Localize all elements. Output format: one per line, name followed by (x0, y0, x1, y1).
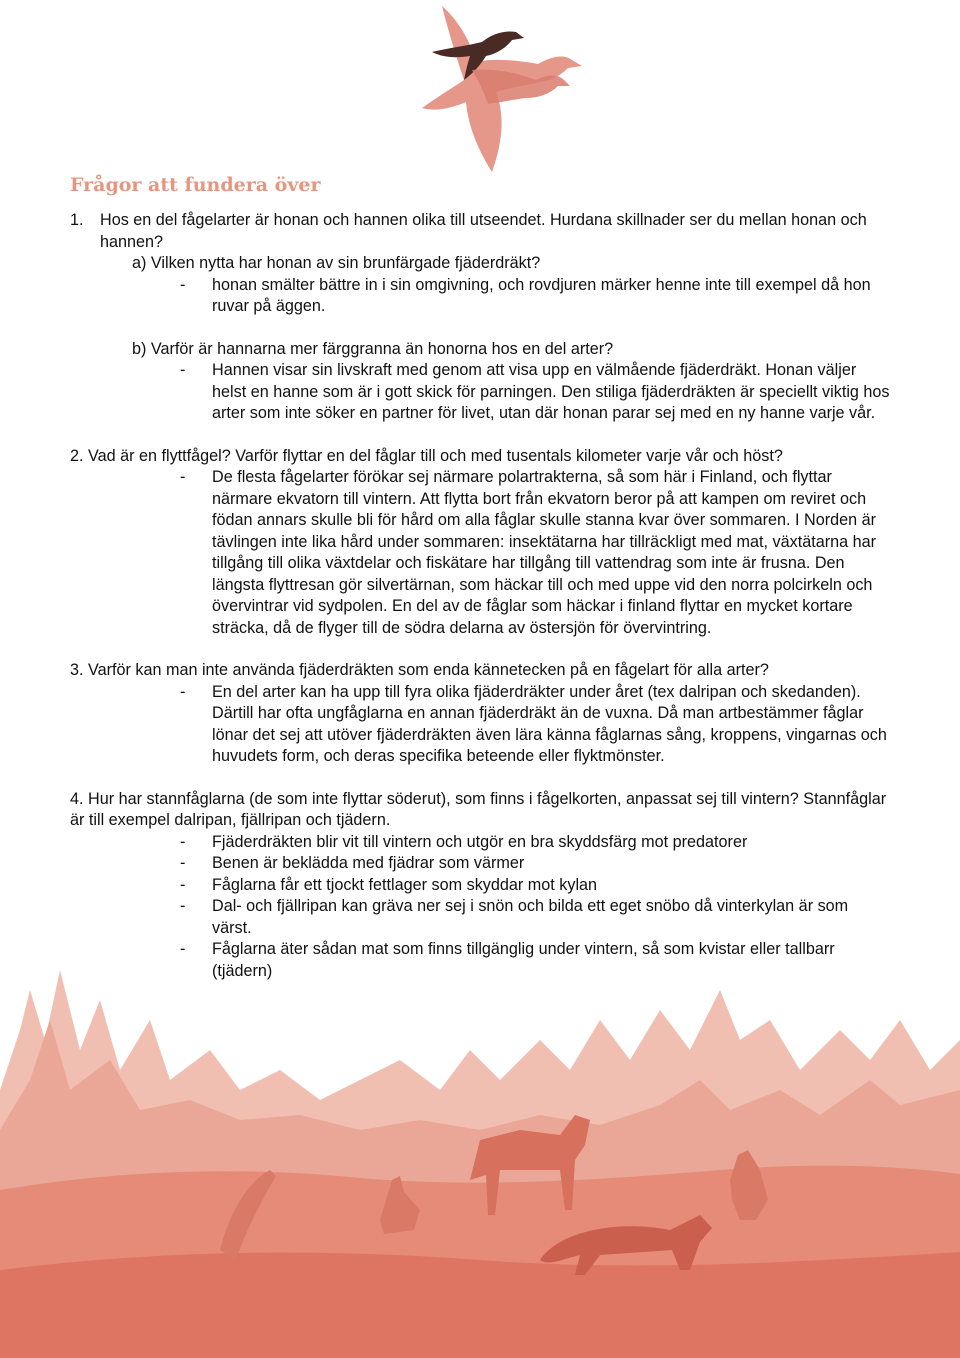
dash-marker: - (180, 854, 186, 872)
answer-1a (70, 275, 890, 318)
answer-2 (70, 467, 890, 639)
question-1b: b) Varför är hannarna mer färggranna än honorna hos en del arter? (132, 339, 614, 358)
dash-marker: - (180, 875, 186, 894)
dash-marker: - (180, 468, 186, 486)
dash-marker: - (180, 897, 186, 915)
answer-1b (70, 360, 890, 425)
dash-marker: - (180, 275, 186, 294)
dash-marker: - (180, 682, 186, 701)
answer-3-text: En del arter kan ha upp till fyra olika fjäderdräkter under året (tex dalripan och skedanden). Därtill har ofta ungfåglarna en annan fjäderdräkt än de vuxna. Då man artbestämmer fåglar lönar det sej att utöver fjäderdräkten även lära känna fåglarnas sång, kroppens, vingarnas och huvudets form, och deras specifika beteende eller flyktmönster. (212, 682, 887, 765)
question-1 (70, 210, 890, 253)
question-1-text: Hos en del fågelarter är honan och hannen olika till utseendet. Hurdana skillnader ser du mellan honan och hannen? (100, 211, 867, 251)
question-4: 4. Hur har stannfåglarna (de som inte flyttar söderut), som finns i fågelkorten, anpassat sej till vintern? Stannfåglar är till exempel dalripan, fjällripan och tjädern. (70, 789, 887, 829)
dash-marker: - (180, 832, 186, 851)
answer-4-text: Fåglarna äter sådan mat som finns tillgänglig under vintern, så som kvistar eller tallbarr (tjädern) (212, 940, 835, 980)
dash-marker: - (180, 361, 186, 379)
document-body (70, 174, 890, 982)
question-number: 1. (70, 211, 84, 229)
page-title: Frågor att fundera över (70, 174, 321, 196)
question-2: 2. Vad är en flyttfågel? Varför flyttar en del fåglar till och med tusentals kilometer varje vår och höst? (70, 446, 783, 465)
dash-marker: - (180, 940, 186, 958)
question-1a: a) Vilken nytta har honan av sin brunfärgade fjäderdräkt? (132, 254, 541, 272)
answer-4-text: Benen är beklädda med fjädrar som värmer (212, 854, 525, 872)
question-3: 3. Varför kan man inte använda fjäderdräkten som enda kännetecken på en fågelart för alla arter? (70, 661, 769, 679)
answer-2-text: De flesta fågelarter förökar sej närmare polartrakterna, så som här i Finland, och flyttar närmare ekvatorn till vintern. Att flytta bort från ekvatorn beror på att kampen om reviret och födan annars skulle bli för hård om alla fåglar skulle stanna kvar över sommaren. I Norden är tävlingen inte lika hård under sommaren: insektätarna har tillräckligt med mat, växtätarna har tillgång till olika växtdelar och fiskätare har tillgång till vattendrag som inte är frusna. Den längsta flyttresan gör silvertärnan, som häckar till och med uppe vid den norra polcirkeln och övervintrar vid sydpolen. En del av de fåglar som häckar i finland flyttar en mycket kortare sträcka, då de flyger till de södra delarna av östersjön för övervintring. (212, 468, 877, 637)
answer-1b-text: Hannen visar sin livskraft med genom att visa upp en välmående fjäderdräkt. Honan väljer helst en hanne som är i gott skick för parningen. Den stiliga fjäderdräkten är speciellt viktig hos arter som inte söker en partner för livet, utan där honan parar sej med en ny hanne varje vår. (212, 361, 890, 422)
forest-landscape (0, 930, 960, 1358)
answer-3 (70, 682, 890, 768)
answer-4-item (70, 875, 890, 897)
answer-4-text: Fåglarna får ett tjockt fettlager som skyddar mot kylan (212, 875, 598, 894)
answer-1a-text: honan smälter bättre in i sin omgivning, och rovdjuren märker henne inte till exempel då hon ruvar på äggen. (212, 275, 871, 315)
answer-4-item (70, 896, 890, 939)
ground-dark (0, 1252, 960, 1358)
answer-4-text: Dal- och fjällripan kan gräva ner sej i snön och bilda ett eget snöbo då vinterkylan är som värst. (212, 897, 849, 937)
answer-4-item (70, 853, 890, 875)
answer-4-item (70, 939, 890, 982)
answer-4-item (70, 832, 890, 854)
geese-logo (412, 0, 590, 178)
answer-4-text: Fjäderdräkten blir vit till vintern och utgör en bra skyddsfärg mot predatorer (212, 832, 748, 851)
